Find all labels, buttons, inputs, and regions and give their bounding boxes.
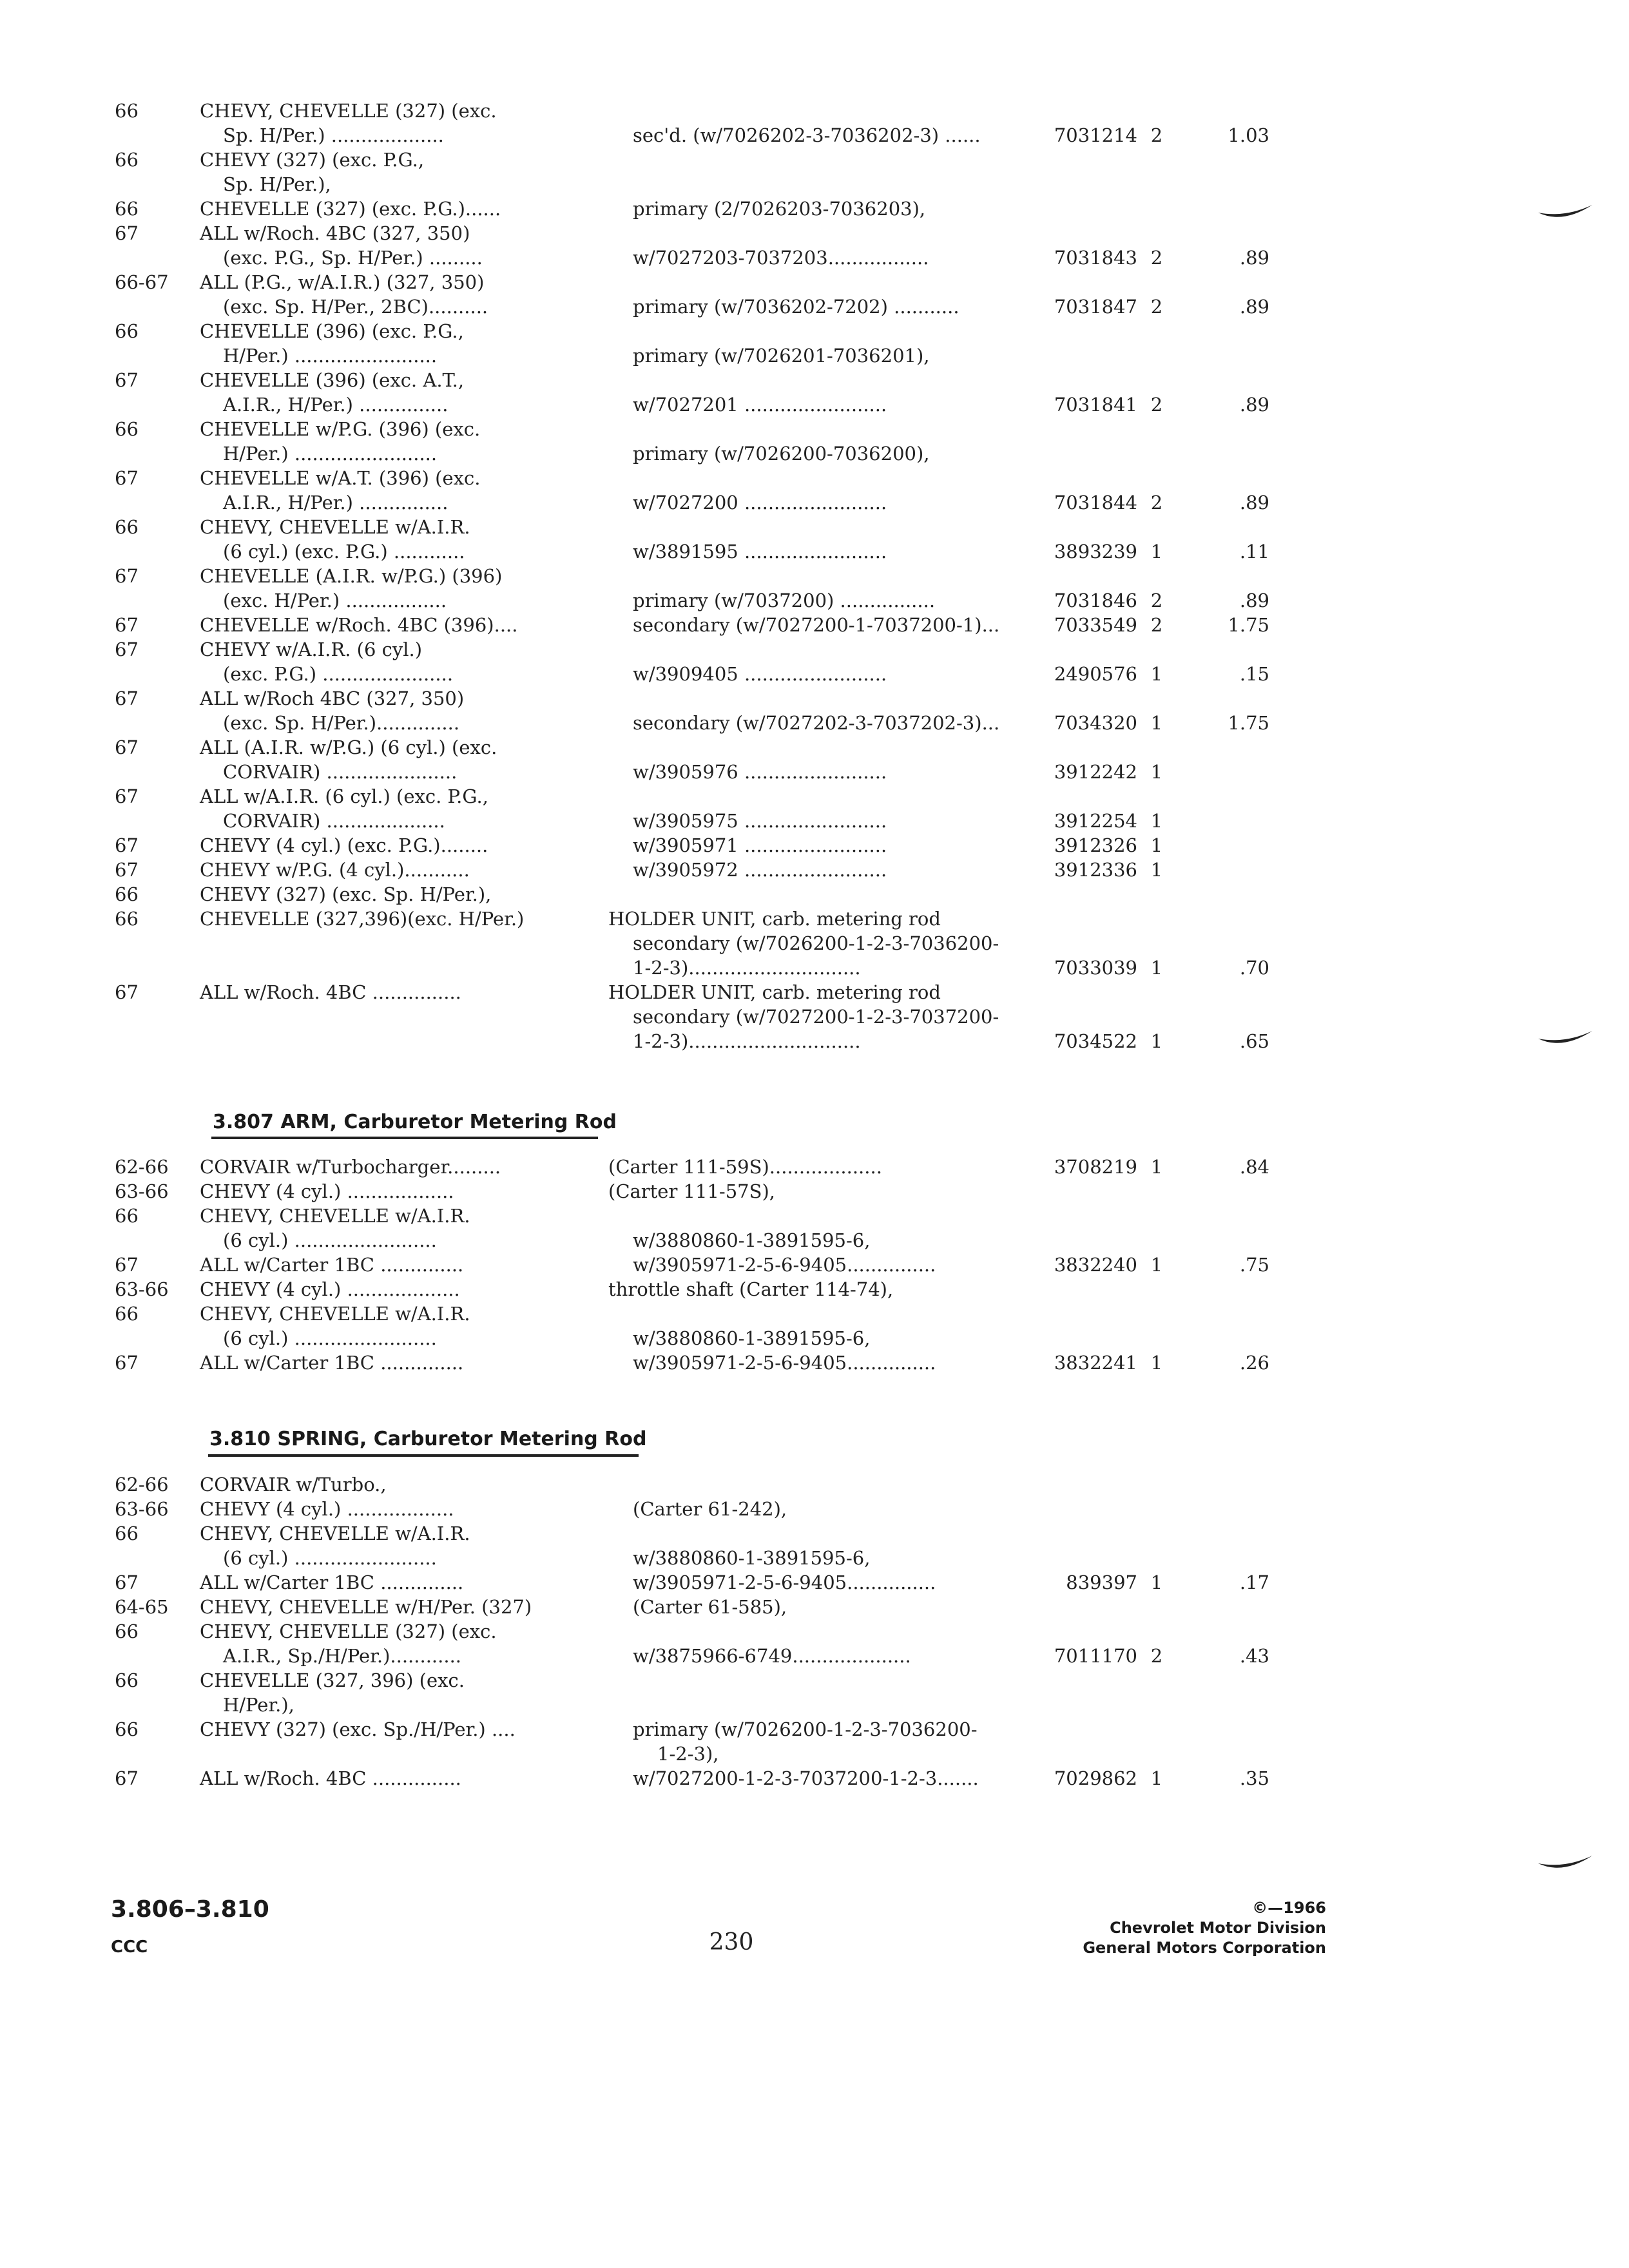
section-heading-3807: 3.807 ARM, Carburetor Metering Rod bbox=[213, 1111, 617, 1133]
year-cell: 64-65 bbox=[115, 1596, 169, 1618]
application-cell: CHEVY, CHEVELLE w/A.I.R. bbox=[200, 1205, 470, 1227]
part-number-cell: 2490576 bbox=[1054, 663, 1137, 685]
description-cell: throttle shaft (Carter 114-74), bbox=[608, 1278, 894, 1300]
description-cell: primary (w/7026200-7036200), bbox=[633, 443, 930, 465]
application-cell: (6 cyl.) ........................ bbox=[223, 1327, 437, 1349]
year-cell: 66 bbox=[115, 1718, 139, 1740]
year-cell: 67 bbox=[115, 222, 139, 244]
table-row bbox=[0, 1668, 1629, 1693]
price-cell: .70 bbox=[1239, 957, 1269, 979]
part-number-cell: 3912254 bbox=[1054, 810, 1137, 832]
table-row bbox=[0, 907, 1629, 931]
application-cell: A.I.R., H/Per.) ............... bbox=[223, 394, 448, 416]
application-cell: CHEVY (4 cyl.) ................... bbox=[200, 1278, 460, 1300]
section-heading-3810: 3.810 SPRING, Carburetor Metering Rod bbox=[209, 1428, 647, 1450]
year-cell: 67 bbox=[115, 1767, 139, 1789]
quantity-cell: 1 bbox=[1150, 810, 1163, 832]
price-cell: .89 bbox=[1239, 296, 1269, 318]
application-cell: CHEVELLE w/P.G. (396) (exc. bbox=[200, 418, 481, 440]
application-cell: CHEVELLE w/Roch. 4BC (396).... bbox=[200, 614, 518, 636]
quantity-cell: 2 bbox=[1150, 247, 1163, 269]
table-row bbox=[0, 490, 1629, 515]
table-row bbox=[0, 1521, 1629, 1546]
application-cell: H/Per.) ........................ bbox=[223, 345, 438, 367]
quantity-cell: 2 bbox=[1150, 614, 1163, 636]
application-cell: CHEVY, CHEVELLE w/H/Per. (327) bbox=[200, 1596, 532, 1618]
application-cell: CHEVY, CHEVELLE (327) (exc. bbox=[200, 1620, 497, 1642]
description-cell: w/3875966-6749.................... bbox=[633, 1645, 911, 1667]
quantity-cell: 1 bbox=[1150, 712, 1163, 734]
application-cell: CHEVY (327) (exc. P.G., bbox=[200, 149, 425, 171]
description-cell: (Carter 111-59S)................... bbox=[608, 1156, 882, 1178]
price-cell: .89 bbox=[1239, 492, 1269, 514]
application-cell: ALL w/Roch. 4BC ............... bbox=[200, 981, 461, 1003]
year-cell: 66 bbox=[115, 100, 139, 122]
table-row bbox=[0, 613, 1629, 637]
table-row bbox=[0, 1497, 1629, 1521]
description-cell: w/3880860-1-3891595-6, bbox=[633, 1547, 871, 1569]
application-cell: CORVAIR w/Turbo., bbox=[200, 1474, 387, 1495]
quantity-cell: 1 bbox=[1150, 761, 1163, 783]
table-row bbox=[0, 99, 1629, 123]
application-cell: CHEVELLE (327,396)(exc. H/Per.) bbox=[200, 908, 525, 930]
part-number-cell: 7031843 bbox=[1054, 247, 1137, 269]
part-number-cell: 7033549 bbox=[1054, 614, 1137, 636]
application-cell: ALL w/Carter 1BC .............. bbox=[200, 1571, 464, 1593]
application-cell: CHEVY, CHEVELLE w/A.I.R. bbox=[200, 1303, 470, 1325]
table-row bbox=[0, 833, 1629, 858]
year-cell: 66-67 bbox=[115, 271, 169, 293]
year-cell: 66 bbox=[115, 418, 139, 440]
price-cell: .15 bbox=[1239, 663, 1269, 685]
year-cell: 66 bbox=[115, 1523, 139, 1544]
description-cell: 1-2-3)............................. bbox=[633, 1030, 861, 1052]
price-cell: 1.75 bbox=[1228, 712, 1269, 734]
quantity-cell: 2 bbox=[1150, 492, 1163, 514]
part-number-cell: 3912326 bbox=[1054, 834, 1137, 856]
application-cell: CHEVY, CHEVELLE (327) (exc. bbox=[200, 100, 497, 122]
quantity-cell: 1 bbox=[1150, 957, 1163, 979]
footer-publisher bbox=[1083, 1898, 1326, 1958]
application-cell: CHEVY, CHEVELLE w/A.I.R. bbox=[200, 516, 470, 538]
part-number-cell: 7034522 bbox=[1054, 1030, 1137, 1052]
description-cell: primary (w/7026201-7036201), bbox=[633, 345, 930, 367]
table-row bbox=[0, 1619, 1629, 1644]
year-cell: 67 bbox=[115, 614, 139, 636]
year-cell: 67 bbox=[115, 859, 139, 881]
table-row bbox=[0, 564, 1629, 588]
description-cell: HOLDER UNIT, carb. metering rod bbox=[608, 908, 941, 930]
application-cell: (6 cyl.) ........................ bbox=[223, 1229, 437, 1251]
price-cell: .75 bbox=[1239, 1254, 1269, 1276]
table-row bbox=[0, 368, 1629, 392]
application-cell: ALL (A.I.R. w/P.G.) (6 cyl.) (exc. bbox=[200, 736, 497, 758]
description-cell: w/3880860-1-3891595-6, bbox=[633, 1327, 871, 1349]
description-cell: (Carter 61-585), bbox=[633, 1596, 787, 1618]
description-cell: 1-2-3)............................. bbox=[633, 957, 861, 979]
table-row bbox=[0, 319, 1629, 343]
part-number-cell: 7031847 bbox=[1054, 296, 1137, 318]
table-row bbox=[0, 711, 1629, 735]
table-row bbox=[0, 1004, 1629, 1029]
table-row bbox=[0, 1277, 1629, 1302]
year-cell: 66 bbox=[115, 908, 139, 930]
table-row bbox=[0, 515, 1629, 539]
application-cell: CORVAIR) .................... bbox=[223, 810, 445, 832]
description-cell: primary (2/7026203-7036203), bbox=[633, 198, 926, 220]
year-cell: 66 bbox=[115, 1303, 139, 1325]
table-row bbox=[0, 858, 1629, 882]
application-cell: A.I.R., Sp./H/Per.)............ bbox=[223, 1645, 462, 1667]
application-cell: (6 cyl.) ........................ bbox=[223, 1547, 437, 1569]
table-row bbox=[0, 1155, 1629, 1179]
table-row bbox=[0, 1350, 1629, 1375]
year-cell: 67 bbox=[115, 687, 139, 709]
part-number-cell: 7031846 bbox=[1054, 590, 1137, 611]
table-row bbox=[0, 270, 1629, 294]
footer-section-range: 3.806–3.810 bbox=[111, 1896, 269, 1923]
year-cell: 63-66 bbox=[115, 1278, 169, 1300]
year-cell: 67 bbox=[115, 639, 139, 660]
year-cell: 66 bbox=[115, 1669, 139, 1691]
description-cell: primary (w/7026200-1-2-3-7036200- bbox=[633, 1718, 978, 1740]
application-cell: Sp. H/Per.) ................... bbox=[223, 124, 444, 146]
quantity-cell: 2 bbox=[1150, 1645, 1163, 1667]
application-cell: (exc. Sp. H/Per., 2BC).......... bbox=[223, 296, 488, 318]
application-cell: CHEVELLE (A.I.R. w/P.G.) (396) bbox=[200, 565, 503, 587]
table-row bbox=[0, 956, 1629, 980]
application-cell: CHEVELLE (396) (exc. A.T., bbox=[200, 369, 465, 391]
quantity-cell: 2 bbox=[1150, 296, 1163, 318]
application-cell: ALL w/Roch. 4BC ............... bbox=[200, 1767, 461, 1789]
description-cell: secondary (w/7027200-1-7037200-1)... bbox=[633, 614, 1000, 636]
application-cell: CORVAIR) ...................... bbox=[223, 761, 458, 783]
description-cell: w/3909405 ........................ bbox=[633, 663, 887, 685]
application-cell: (exc. P.G., Sp. H/Per.) ......... bbox=[223, 247, 483, 269]
table-row bbox=[0, 123, 1629, 148]
price-cell: 1.03 bbox=[1228, 124, 1269, 146]
description-cell: w/7027203-7037203................. bbox=[633, 247, 929, 269]
application-cell: ALL w/Carter 1BC .............. bbox=[200, 1254, 464, 1276]
description-cell: w/7027200-1-2-3-7037200-1-2-3....... bbox=[633, 1767, 979, 1789]
part-number-cell: 3832241 bbox=[1054, 1352, 1137, 1374]
application-cell: CHEVY (4 cyl.) .................. bbox=[200, 1180, 454, 1202]
year-cell: 67 bbox=[115, 981, 139, 1003]
description-cell: sec'd. (w/7026202-3-7036202-3) ...... bbox=[633, 124, 981, 146]
application-cell: ALL w/Roch 4BC (327, 350) bbox=[200, 687, 465, 709]
quantity-cell: 1 bbox=[1150, 541, 1163, 562]
application-cell: CHEVELLE (396) (exc. P.G., bbox=[200, 320, 464, 342]
part-number-cell: 3708219 bbox=[1054, 1156, 1137, 1178]
year-cell: 67 bbox=[115, 565, 139, 587]
table-row bbox=[0, 1570, 1629, 1595]
description-cell: (Carter 61-242), bbox=[633, 1498, 787, 1520]
application-cell: CHEVY w/P.G. (4 cyl.)........... bbox=[200, 859, 470, 881]
application-cell: (exc. H/Per.) ................. bbox=[223, 590, 447, 611]
description-cell: secondary (w/7027200-1-2-3-7037200- bbox=[633, 1006, 999, 1028]
year-cell: 66 bbox=[115, 883, 139, 905]
table-row bbox=[0, 197, 1629, 221]
quantity-cell: 1 bbox=[1150, 663, 1163, 685]
part-number-cell: 7034320 bbox=[1054, 712, 1137, 734]
table-row bbox=[0, 172, 1629, 197]
footer-corporation: General Motors Corporation bbox=[1083, 1939, 1326, 1957]
description-cell: secondary (w/7026200-1-2-3-7036200- bbox=[633, 932, 999, 954]
year-cell: 67 bbox=[115, 785, 139, 807]
quantity-cell: 1 bbox=[1150, 1030, 1163, 1052]
description-cell: w/3905971-2-5-6-9405............... bbox=[633, 1352, 936, 1374]
quantity-cell: 1 bbox=[1150, 1571, 1163, 1593]
price-cell: .89 bbox=[1239, 394, 1269, 416]
quantity-cell: 1 bbox=[1150, 1254, 1163, 1276]
year-cell: 62-66 bbox=[115, 1474, 169, 1495]
description-cell: HOLDER UNIT, carb. metering rod bbox=[608, 981, 941, 1003]
table-row bbox=[0, 1595, 1629, 1619]
part-number-cell: 839397 bbox=[1066, 1571, 1137, 1593]
year-cell: 66 bbox=[115, 320, 139, 342]
table-row bbox=[0, 1326, 1629, 1350]
part-number-cell: 7029862 bbox=[1054, 1767, 1137, 1789]
quantity-cell: 1 bbox=[1150, 859, 1163, 881]
description-cell: w/3905971-2-5-6-9405............... bbox=[633, 1571, 936, 1593]
footer-copyright: ©—1966 bbox=[1252, 1899, 1326, 1917]
table-row bbox=[0, 539, 1629, 564]
section-rule-3807 bbox=[211, 1137, 598, 1139]
year-cell: 67 bbox=[115, 1571, 139, 1593]
table-row bbox=[0, 1546, 1629, 1570]
description-cell: w/3905972 ........................ bbox=[633, 859, 887, 881]
application-cell: H/Per.) ........................ bbox=[223, 443, 438, 465]
table-row bbox=[0, 882, 1629, 907]
table-row bbox=[0, 662, 1629, 686]
description-cell: w/3891595 ........................ bbox=[633, 541, 887, 562]
part-number-cell: 3912242 bbox=[1054, 761, 1137, 783]
table-row bbox=[0, 1253, 1629, 1277]
price-cell: .84 bbox=[1239, 1156, 1269, 1178]
description-cell: w/7027201 ........................ bbox=[633, 394, 887, 416]
application-cell: CHEVY, CHEVELLE w/A.I.R. bbox=[200, 1523, 470, 1544]
part-number-cell: 3893239 bbox=[1054, 541, 1137, 562]
quantity-cell: 2 bbox=[1150, 124, 1163, 146]
application-cell: CHEVY w/A.I.R. (6 cyl.) bbox=[200, 639, 423, 660]
year-cell: 66 bbox=[115, 198, 139, 220]
table-row bbox=[0, 1204, 1629, 1228]
application-cell: ALL w/A.I.R. (6 cyl.) (exc. P.G., bbox=[200, 785, 488, 807]
application-cell: ALL w/Carter 1BC .............. bbox=[200, 1352, 464, 1374]
application-cell: H/Per.), bbox=[223, 1694, 294, 1716]
year-cell: 67 bbox=[115, 736, 139, 758]
application-cell: CHEVY (4 cyl.) .................. bbox=[200, 1498, 454, 1520]
application-cell: (6 cyl.) (exc. P.G.) ............ bbox=[223, 541, 465, 562]
description-cell: w/3880860-1-3891595-6, bbox=[633, 1229, 871, 1251]
description-cell: primary (w/7036202-7202) ........... bbox=[633, 296, 959, 318]
year-cell: 63-66 bbox=[115, 1498, 169, 1520]
application-cell: (exc. Sp. H/Per.).............. bbox=[223, 712, 460, 734]
application-cell: CHEVELLE (327, 396) (exc. bbox=[200, 1669, 465, 1691]
year-cell: 63-66 bbox=[115, 1180, 169, 1202]
description-cell: w/3905971 ........................ bbox=[633, 834, 887, 856]
description-cell: w/3905975 ........................ bbox=[633, 810, 887, 832]
price-cell: .11 bbox=[1239, 541, 1269, 562]
table-row bbox=[0, 588, 1629, 613]
table-row bbox=[0, 1029, 1629, 1053]
price-cell: .43 bbox=[1239, 1645, 1269, 1667]
table-row bbox=[0, 1717, 1629, 1742]
application-cell: (exc. P.G.) ...................... bbox=[223, 663, 454, 685]
table-row bbox=[0, 245, 1629, 270]
quantity-cell: 1 bbox=[1150, 834, 1163, 856]
application-cell: CHEVY (327) (exc. Sp. H/Per.), bbox=[200, 883, 492, 905]
footer-code: CCC bbox=[111, 1937, 148, 1957]
year-cell: 66 bbox=[115, 1620, 139, 1642]
application-cell: CORVAIR w/Turbocharger......... bbox=[200, 1156, 501, 1178]
price-cell: .35 bbox=[1239, 1767, 1269, 1789]
table-row bbox=[0, 686, 1629, 711]
application-cell: Sp. H/Per.), bbox=[223, 173, 331, 195]
part-number-cell: 7031214 bbox=[1054, 124, 1137, 146]
part-number-cell: 7011170 bbox=[1054, 1645, 1137, 1667]
quantity-cell: 2 bbox=[1150, 590, 1163, 611]
quantity-cell: 1 bbox=[1150, 1767, 1163, 1789]
description-cell: w/7027200 ........................ bbox=[633, 492, 887, 514]
application-cell: CHEVELLE (327) (exc. P.G.)...... bbox=[200, 198, 501, 220]
description-cell: primary (w/7037200) ................ bbox=[633, 590, 936, 611]
quantity-cell: 1 bbox=[1150, 1156, 1163, 1178]
description-cell: w/3905976 ........................ bbox=[633, 761, 887, 783]
application-cell: CHEVY (327) (exc. Sp./H/Per.) .... bbox=[200, 1718, 516, 1740]
part-number-cell: 7031841 bbox=[1054, 394, 1137, 416]
part-number-cell: 7031844 bbox=[1054, 492, 1137, 514]
description-cell: w/3905971-2-5-6-9405............... bbox=[633, 1254, 936, 1276]
application-cell: CHEVELLE w/A.T. (396) (exc. bbox=[200, 467, 481, 489]
table-row bbox=[0, 1302, 1629, 1326]
binder-mark-icon bbox=[1537, 1849, 1595, 1875]
part-number-cell: 3832240 bbox=[1054, 1254, 1137, 1276]
table-row bbox=[0, 148, 1629, 172]
table-row bbox=[0, 809, 1629, 833]
part-number-cell: 3912336 bbox=[1054, 859, 1137, 881]
quantity-cell: 2 bbox=[1150, 394, 1163, 416]
table-row bbox=[0, 735, 1629, 760]
table-row bbox=[0, 1742, 1629, 1766]
application-cell: ALL w/Roch. 4BC (327, 350) bbox=[200, 222, 470, 244]
description-cell: secondary (w/7027202-3-7037202-3)... bbox=[633, 712, 1000, 734]
price-cell: .26 bbox=[1239, 1352, 1269, 1374]
section-rule-3810 bbox=[208, 1454, 639, 1457]
table-row bbox=[0, 637, 1629, 662]
price-cell: 1.75 bbox=[1228, 614, 1269, 636]
year-cell: 67 bbox=[115, 834, 139, 856]
year-cell: 66 bbox=[115, 149, 139, 171]
description-cell: 1-2-3), bbox=[657, 1743, 719, 1765]
year-cell: 67 bbox=[115, 1254, 139, 1276]
table-row bbox=[0, 1766, 1629, 1791]
table-row bbox=[0, 1228, 1629, 1253]
binder-mark-icon bbox=[1537, 198, 1595, 224]
table-row bbox=[0, 784, 1629, 809]
table-row bbox=[0, 441, 1629, 466]
table-row bbox=[0, 1472, 1629, 1497]
table-row bbox=[0, 931, 1629, 956]
table-row bbox=[0, 760, 1629, 784]
quantity-cell: 1 bbox=[1150, 1352, 1163, 1374]
year-cell: 66 bbox=[115, 516, 139, 538]
description-cell: (Carter 111-57S), bbox=[608, 1180, 776, 1202]
part-number-cell: 7033039 bbox=[1054, 957, 1137, 979]
price-cell: .17 bbox=[1239, 1571, 1269, 1593]
table-row bbox=[0, 221, 1629, 245]
application-cell: ALL (P.G., w/A.I.R.) (327, 350) bbox=[200, 271, 485, 293]
table-row bbox=[0, 1693, 1629, 1717]
year-cell: 67 bbox=[115, 369, 139, 391]
application-cell: CHEVY (4 cyl.) (exc. P.G.)........ bbox=[200, 834, 488, 856]
footer-division: Chevrolet Motor Division bbox=[1110, 1919, 1326, 1937]
price-cell: .89 bbox=[1239, 590, 1269, 611]
table-row bbox=[0, 980, 1629, 1004]
price-cell: .89 bbox=[1239, 247, 1269, 269]
year-cell: 67 bbox=[115, 1352, 139, 1374]
application-cell: A.I.R., H/Per.) ............... bbox=[223, 492, 448, 514]
table-row bbox=[0, 294, 1629, 319]
year-cell: 67 bbox=[115, 467, 139, 489]
table-row bbox=[0, 1644, 1629, 1668]
year-cell: 66 bbox=[115, 1205, 139, 1227]
page-number: 230 bbox=[709, 1929, 754, 1956]
table-row bbox=[0, 343, 1629, 368]
table-row bbox=[0, 466, 1629, 490]
binder-mark-icon bbox=[1537, 1024, 1595, 1050]
price-cell: .65 bbox=[1239, 1030, 1269, 1052]
table-row bbox=[0, 417, 1629, 441]
year-cell: 62-66 bbox=[115, 1156, 169, 1178]
table-row bbox=[0, 392, 1629, 417]
table-row bbox=[0, 1179, 1629, 1204]
